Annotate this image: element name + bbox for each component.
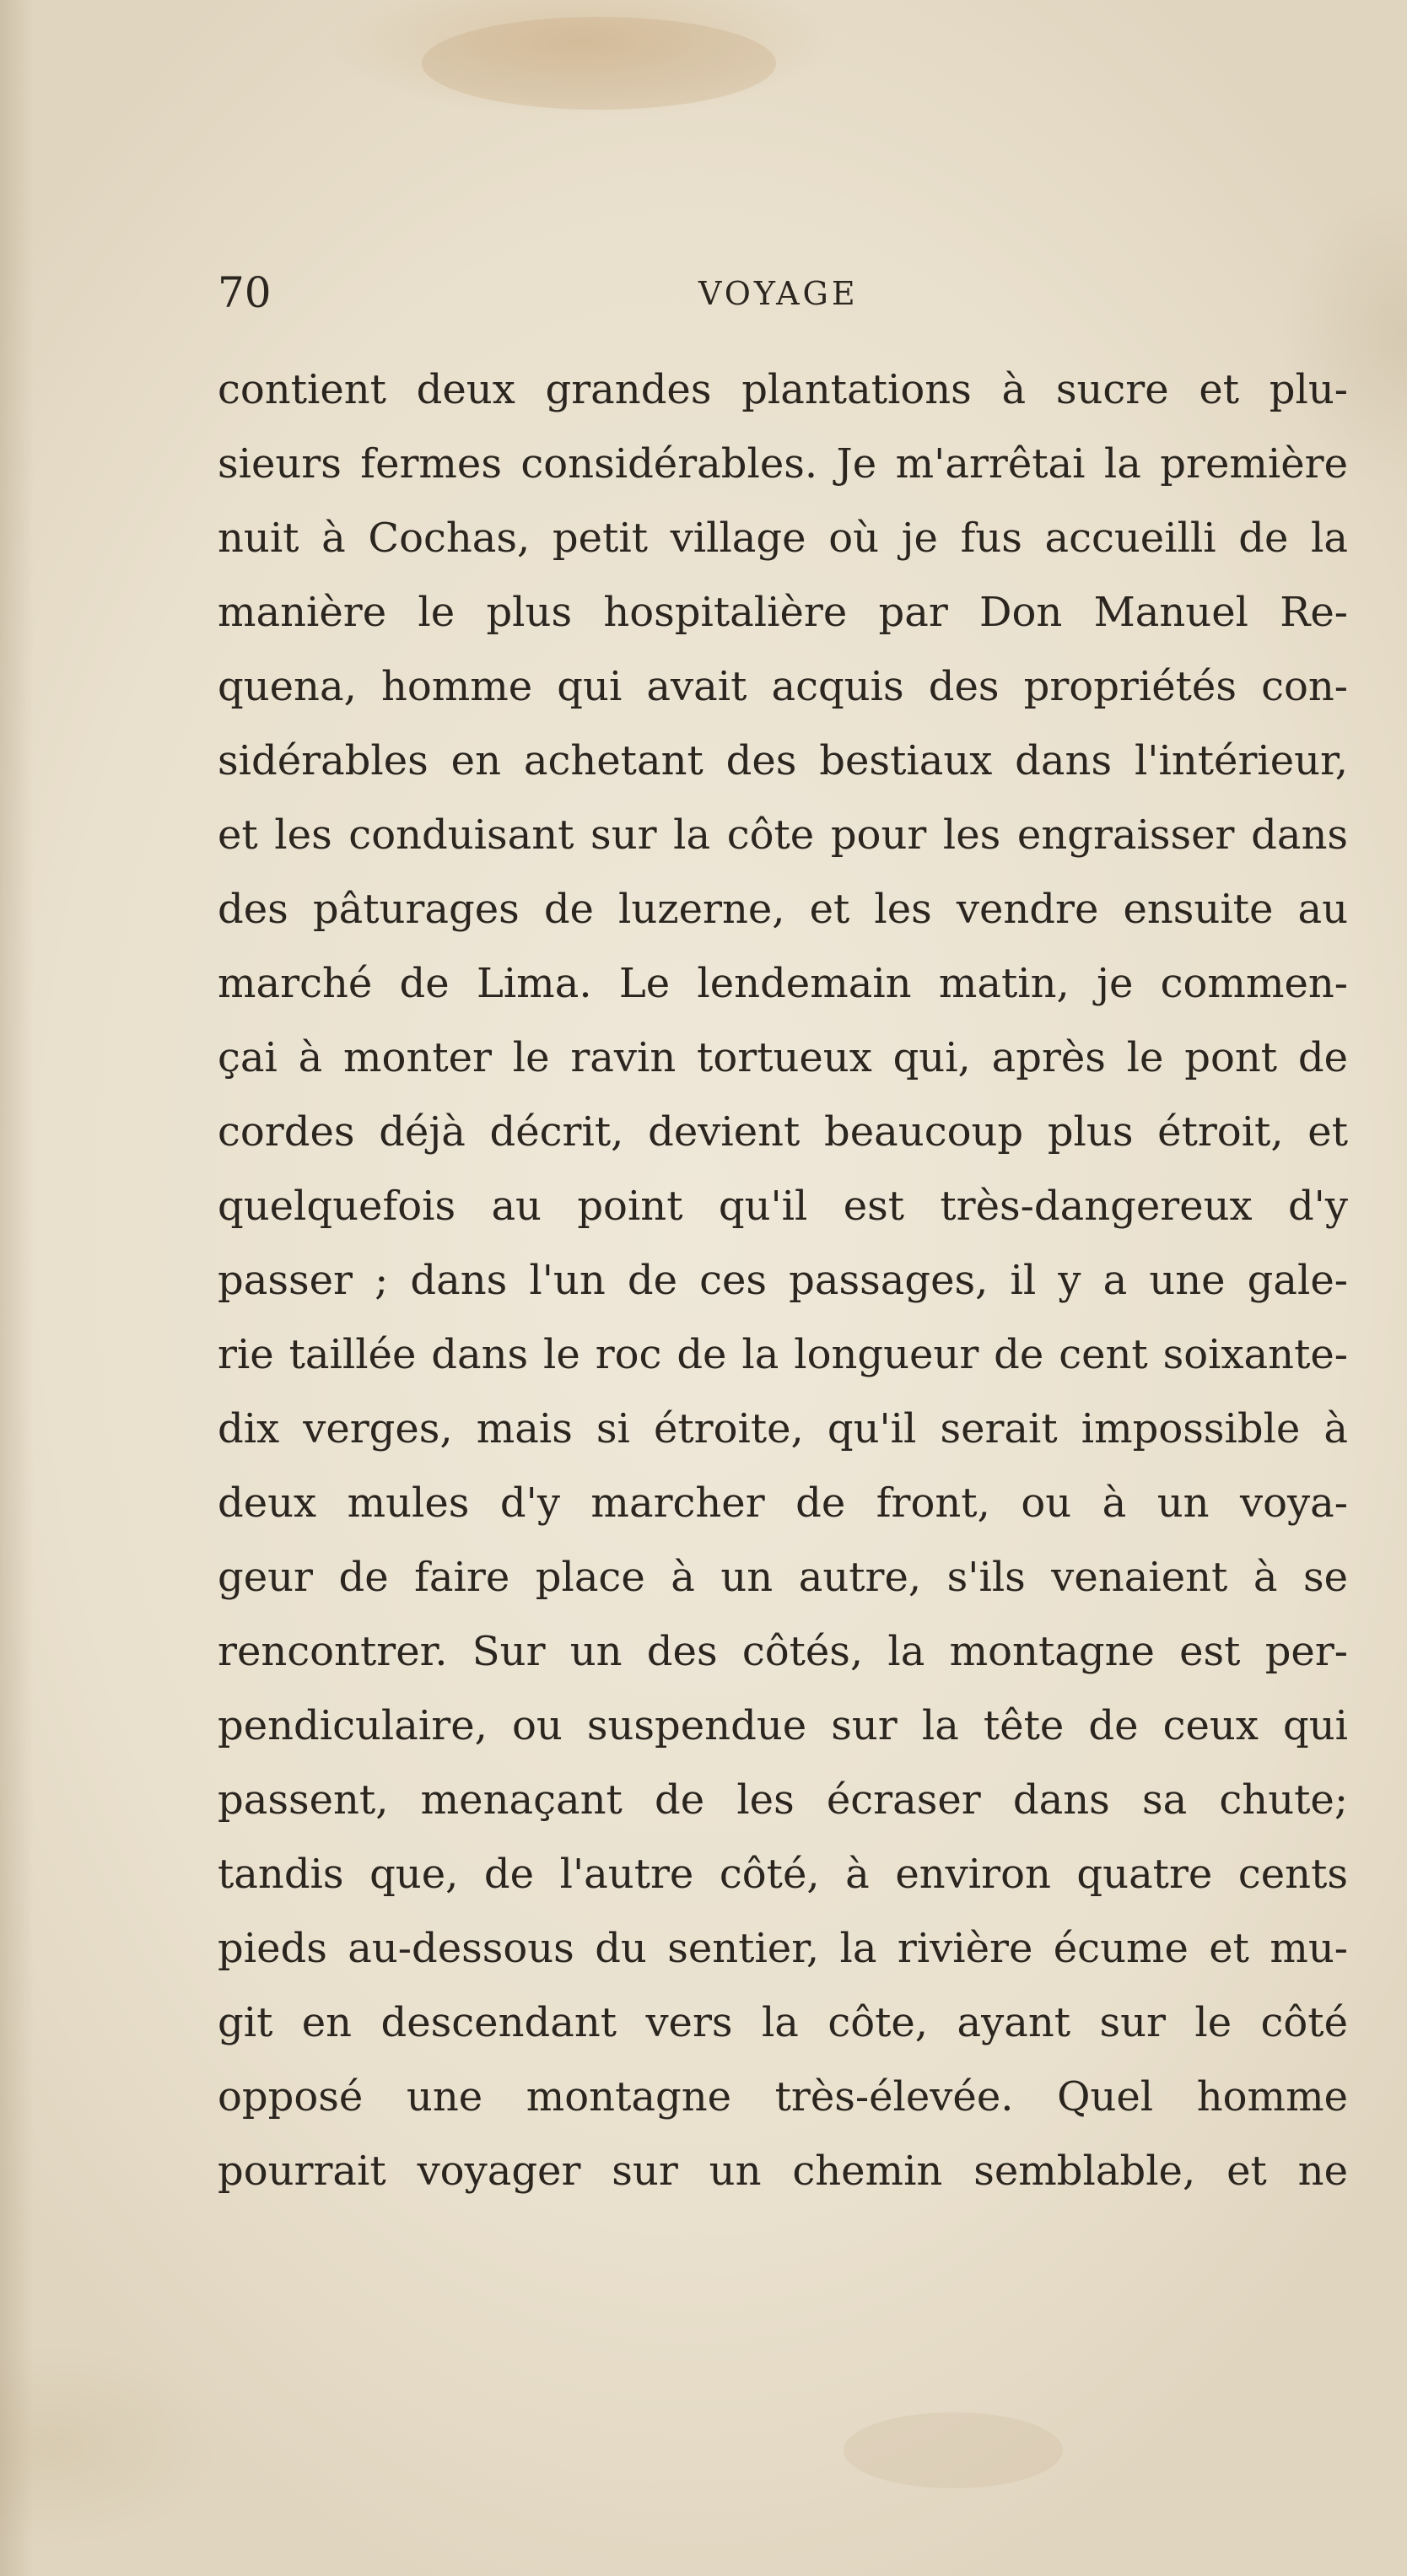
running-head-title: VOYAGE	[698, 275, 859, 312]
text-line: des pâturages de luzerne, et les vendre ensuite au	[218, 886, 1348, 933]
text-line: quena, homme qui avait acquis des propriétés con-	[218, 663, 1348, 710]
page-edge-shadow	[0, 0, 34, 2576]
text-line: geur de faire place à un autre, s'ils venaient à se	[218, 1554, 1348, 1601]
text-line: et les conduisant sur la côte pour les engraisser dans	[218, 811, 1348, 859]
page-number: 70	[218, 268, 272, 317]
running-head	[218, 253, 1348, 329]
text-line: sidérables en achetant des bestiaux dans l'intérieur,	[218, 737, 1348, 784]
text-line: manière le plus hospitalière par Don Manuel Re-	[218, 589, 1348, 636]
text-line: deux mules d'y marcher de front, ou à un voya-	[218, 1479, 1348, 1527]
text-line: pieds au-dessous du sentier, la rivière écume et mu-	[218, 1925, 1348, 1972]
text-line: passent, menaçant de les écraser dans sa chute;	[218, 1776, 1348, 1824]
text-line: nuit à Cochas, petit village où je fus accueilli de la	[218, 515, 1348, 562]
text-line: quelquefois au point qu'il est très-dangereux d'y	[218, 1183, 1348, 1230]
text-line: git en descendant vers la côte, ayant sur le côté	[218, 1999, 1348, 2046]
text-line: rencontrer. Sur un des côtés, la montagne est per-	[218, 1628, 1348, 1675]
text-line: rie taillée dans le roc de la longueur de cent soixante-	[218, 1331, 1348, 1378]
paper-stain	[422, 17, 776, 110]
text-line: tandis que, de l'autre côté, à environ quatre cents	[218, 1851, 1348, 1898]
text-line: çai à monter le ravin tortueux qui, après le pont de	[218, 1034, 1348, 1081]
text-line: dix verges, mais si étroite, qu'il serait impossible à	[218, 1405, 1348, 1452]
paper-stain	[844, 2412, 1063, 2488]
text-line: opposé une montagne très-élevée. Quel homme	[218, 2073, 1348, 2121]
text-line: passer ; dans l'un de ces passages, il y a une gale-	[218, 1257, 1348, 1304]
text-line: marché de Lima. Le lendemain matin, je commen-	[218, 960, 1348, 1007]
text-line: cordes déjà décrit, devient beaucoup plus étroit, et	[218, 1108, 1348, 1156]
text-line: contient deux grandes plantations à sucre et plu-	[218, 366, 1348, 413]
text-line: pendiculaire, ou suspendue sur la tête de ceux qui	[218, 1702, 1348, 1749]
body-text	[218, 353, 1348, 2208]
text-line: pourrait voyager sur un chemin semblable, et ne	[218, 2148, 1348, 2195]
text-line: sieurs fermes considérables. Je m'arrêtai la première	[218, 440, 1348, 488]
